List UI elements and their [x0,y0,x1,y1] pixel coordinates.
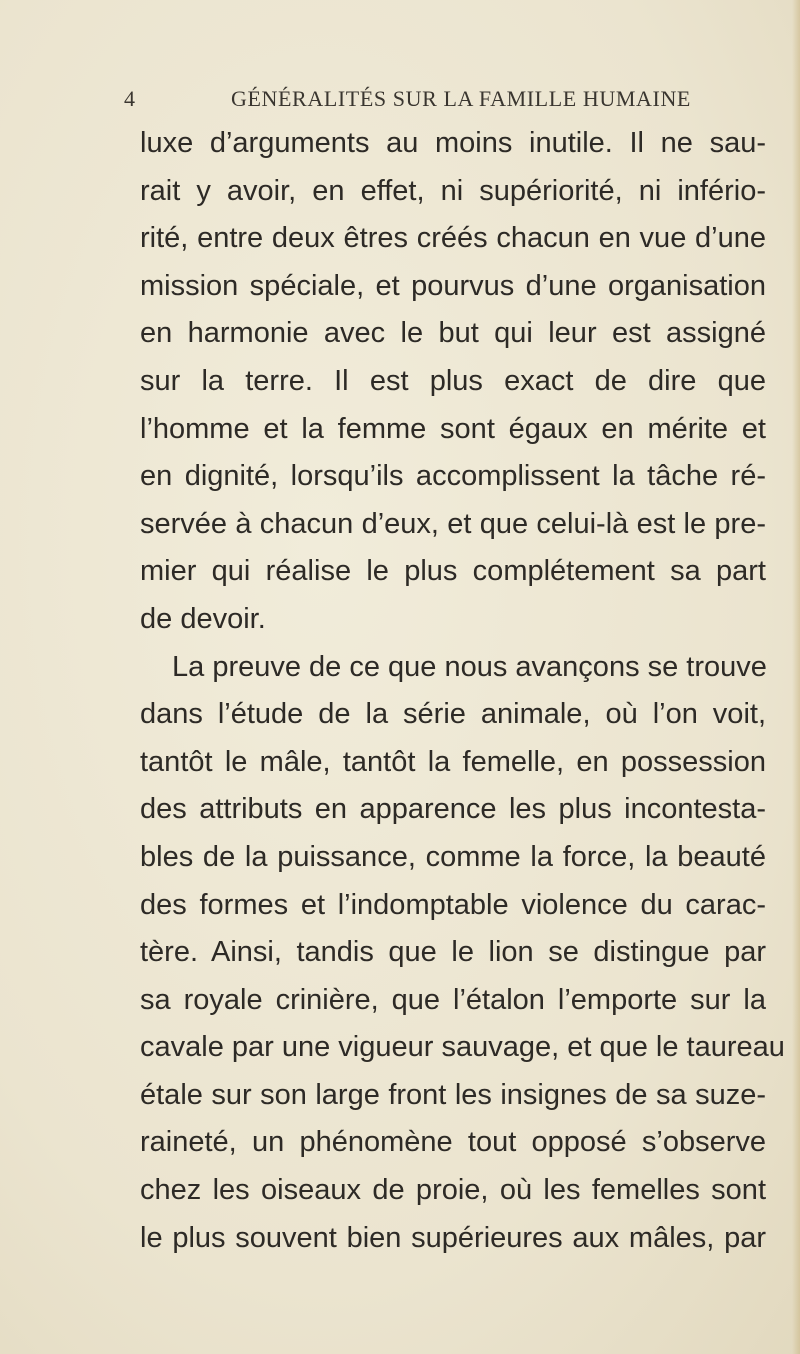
text-line: en dignité, lorsqu’ils accomplissent la tâche ré- [140,460,766,493]
paragraph-start-line: La preuve de ce que nous avançons se trouve [172,650,767,683]
text-line: servée à chacun d’eux, et que celui-là est le pre- [140,507,766,540]
text-line: sur la terre. Il est plus exact de dire que [140,364,766,397]
text-line: luxe d’arguments au moins inutile. Il ne sau- [140,127,766,159]
text-line: des attributs en apparence les plus incontesta- [140,793,766,826]
text-line: le plus souvent bien supérieures aux mâles, par [140,1221,766,1254]
paragraph-end-line: de devoir. [140,602,266,635]
text-line: mission spéciale, et pourvus d’une organisation [140,269,766,302]
running-head [124,86,691,116]
text-line: cavale par une vigueur sauvage, et que le taureau [140,1031,785,1064]
text-line: chez les oiseaux de proie, où les femelles sont [140,1174,766,1207]
text-line: raineté, un phénomène tout opposé s’observe [140,1126,766,1159]
page-edge-shadow [792,0,800,1354]
text-line: des formes et l’indomptable violence du carac- [140,888,766,921]
running-head-title: GÉNÉRALITÉS SUR LA FAMILLE HUMAINE [231,86,691,111]
text-line: rait y avoir, en effet, ni supériorité, ni infério- [140,174,766,207]
text-line: en harmonie avec le but qui leur est assigné [140,317,766,350]
text-line: étale sur son large front les insignes de sa suze- [140,1078,766,1111]
text-line: tantôt le mâle, tantôt la femelle, en possession [140,745,766,778]
text-line: tère. Ainsi, tandis que le lion se distingue par [140,936,766,969]
text-line: dans l’étude de la série animale, où l’on voit, [140,698,766,731]
page-number: 4 [124,86,136,111]
body-text [140,120,785,1262]
text-line: l’homme et la femme sont égaux en mérite et [140,412,766,445]
text-line: rité, entre deux êtres créés chacun en vue d’une [140,222,766,255]
text-line: mier qui réalise le plus complétement sa part [140,555,766,588]
text-line: sa royale crinière, que l’étalon l’emporte sur la [140,983,766,1016]
text-line: bles de la puissance, comme la force, la beauté [140,840,766,873]
